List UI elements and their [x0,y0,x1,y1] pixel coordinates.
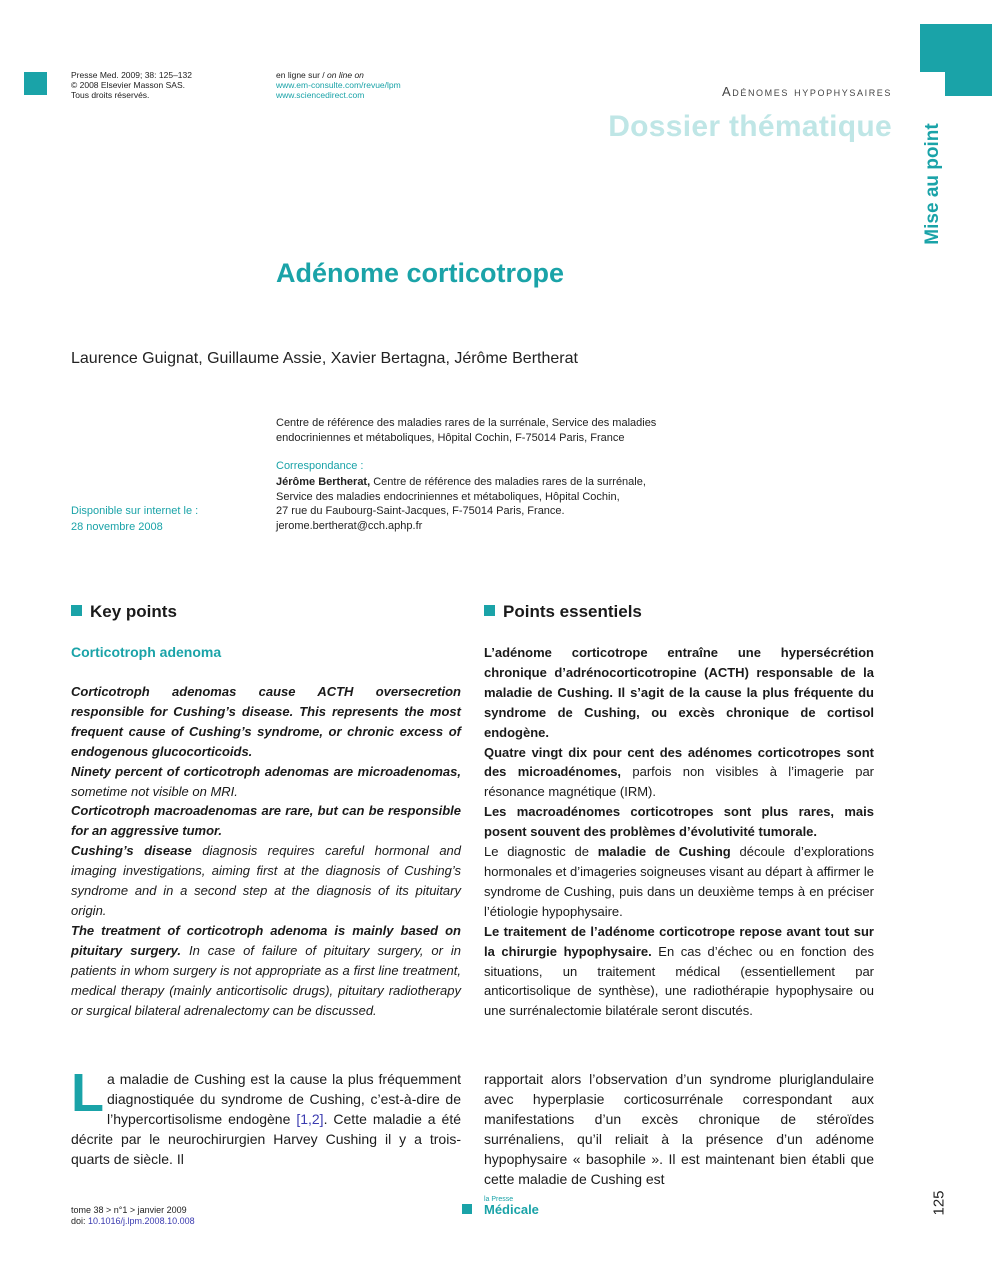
key-point-2-rest: sometime not visible on MRI. [71,783,238,799]
rights: Tous droits réservés. [71,90,150,100]
correspondance-line-3: 27 rue du Faubourg-Saint-Jacques, F-75014 Paris, France. [276,505,565,517]
copyright: © 2008 Elsevier Masson SAS. [71,80,185,90]
point-essentiel-2 [484,743,874,803]
key-point-5 [71,921,461,1021]
corner-square-decoration [24,72,47,95]
side-tab-notch [920,72,945,96]
journal-meta [71,70,192,100]
drop-cap: L [71,1063,104,1123]
correspondance-line-2: Service des maladies endocriniennes et métaboliques, Hôpital Cochin, [276,490,620,503]
online-label-en: on line on [327,70,364,80]
url-sciencedirect[interactable]: www.sciencedirect.com [276,90,365,100]
body-col1-start: a maladie de Cushing est la cause la plus fréquemment diagnostiquée du syndrome de Cushing, c’est-à-dire de l’hypercortisolisme endogène [107,1071,461,1127]
key-points-subheading: Corticotroph adenoma [71,644,222,660]
url-em-consulte[interactable]: www.em-consulte.com/revue/lpm [276,80,401,90]
key-point-2-bold: Ninety percent of corticotroph adenomas are microadenomas, [71,763,461,779]
page-number: 125 [930,1190,948,1216]
issue-info: tome 38 > n°1 > janvier 2009 [71,1205,187,1215]
body-col1-end: . Cette maladie a été décrite par le neurochirurgien Harvey Cushing il y a trois-quarts de siècle. Il [71,1111,461,1167]
correspondance-name: Jérôme Bertherat, [276,476,371,488]
doi-line [71,1216,195,1227]
authors: Laurence Guignat, Guillaume Assie, Xavier Bertagna, Jérôme Bertherat [71,350,578,367]
point-essentiel-2-rest: parfois non visibles à l’imagerie par résonance magnétique (IRM). [484,764,875,800]
heading-square-icon [484,605,495,616]
logo-square-icon [462,1204,472,1214]
key-point-1: Corticotroph adenomas cause ACTH oversecretion responsible for Cushing’s disease. This represents the most frequent cause of Cushing’s syndrome, or chronic excess of endogenous glucocorticoids. [71,684,461,759]
point-essentiel-5 [484,922,874,1022]
available-date: 28 novembre 2008 [71,520,163,533]
page-number-wrapper [924,1188,954,1218]
point-essentiel-4-rest: découle d’explorations hormonales et d’imageries soigneuses visant au départ à affirmer le syndrome de Cushing, puis dans un deuxième temps à en préciser l’étiologie hypophysaire. [484,844,874,919]
affiliation [276,416,676,445]
body-column-2: rapportait alors l’observation d’un syndrome pluriglandulaire avec hyperplasie corticosurrénale correspondant aux manifestations d’un excès chronique de stéroïdes surrénaliens, qu’il reliait à la présence d’un adénome hypophysaire « basophile ». Il est maintenant bien établi que cette maladie de Cushing est [484,1071,874,1187]
heading-square-icon [71,605,82,616]
key-points-text [71,682,461,1020]
key-point-4-rest: diagnosis requires careful hormonal and imaging investigations, aiming first at the diagnosis of Cushing’s syndrome and in a second step at the diagnosis of its pituitary origin. [71,843,462,918]
section-name: Adénomes hypophysaires [721,84,892,99]
citation-link[interactable]: [1,2] [296,1111,324,1127]
key-point-5-rest: In case of failure of pituitary surgery, or in patients in whom surgery is not appropriate as a first line treatment, medical therapy (mainly anticortisolic drugs), pituitary radiotherapy or surgical bilateral adrenalectomy can be discussed. [71,942,462,1018]
key-point-5-bold: The treatment of corticotroph adenoma is mainly based on pituitary surgery. [71,922,461,958]
correspondance-line-1 [276,475,676,490]
doi-link[interactable]: 10.1016/j.lpm.2008.10.008 [88,1216,195,1226]
point-essentiel-4-start: Le diagnostic de [484,844,598,860]
side-tab-label: Mise au point [922,123,943,245]
body-column-1 [71,1063,461,1169]
online-label-fr: en ligne sur / [276,70,325,80]
point-essentiel-4-bold: maladie de Cushing [597,844,731,860]
online-label [276,70,401,80]
points-essentiels-heading-text: Points essentiels [503,602,642,621]
affiliation-line-2: endocriniennes et métaboliques, Hôpital Cochin, F-75014 Paris, France [276,431,625,444]
points-essentiels-heading [484,602,642,622]
point-essentiel-3: Les macroadénomes corticotropes sont plus rares, mais posent souvent des problèmes d’évolutivité tumorale. [484,804,874,840]
side-tab-label-wrapper [919,118,947,250]
dossier-label: Dossier thématique [608,110,892,143]
point-essentiel-5-rest: En cas d’échec ou en fonction des situations, un traitement médical (essentiellement par anticortisolique de synthèse), une radiothérapie hypophysaire ou une surrénalectomie bilatérale seront discutés. [484,943,875,1019]
key-points-heading [71,602,177,622]
article-title: Adénome corticotrope [276,258,565,288]
points-essentiels-text [484,643,874,1021]
point-essentiel-1: L’adénome corticotrope entraîne une hypersécrétion chronique d’adrénocorticotropine (ACTH) responsable de la maladie de Cushing. Il s’agit de la cause la plus fréquente du syndrome de Cushing, ou excès chronique de cortisol endogène. [484,645,874,740]
journal-ref: Presse Med. 2009; 38: 125–132 [71,70,192,80]
online-meta [276,70,401,100]
available-label: Disponible sur internet le : [71,505,199,517]
key-point-4-bold: Cushing’s disease [71,843,192,859]
journal-logo-small: la Presse [484,1196,514,1203]
point-essentiel-5-bold: Le traitement de l’adénome corticotrope repose avant tout sur la chirurgie hypophysaire. [484,923,874,959]
point-essentiel-2-bold: Quatre vingt dix pour cent des adénomes corticotropes sont des microadénomes, [484,744,874,780]
availability [71,504,198,535]
key-point-2 [71,762,461,802]
point-essentiel-4 [484,842,874,922]
key-points-heading-text: Key points [90,602,177,621]
doi-label: doi: [71,1216,89,1226]
key-point-4 [71,841,461,921]
affiliation-line-1: Centre de référence des maladies rares de la surrénale, Service des maladies [276,417,657,429]
footer-info [71,1205,195,1227]
correspondance-email[interactable]: jerome.bertherat@cch.aphp.fr [276,519,423,532]
key-point-3: Corticotroph macroadenomas are rare, but can be responsible for an aggressive tumor. [71,803,461,839]
journal-logo: Médicale [484,1202,539,1217]
correspondance-line-1-rest: Centre de référence des maladies rares de la surrénale, [370,476,646,488]
correspondance-details [276,475,676,533]
correspondance-label: Correspondance : [276,460,364,472]
